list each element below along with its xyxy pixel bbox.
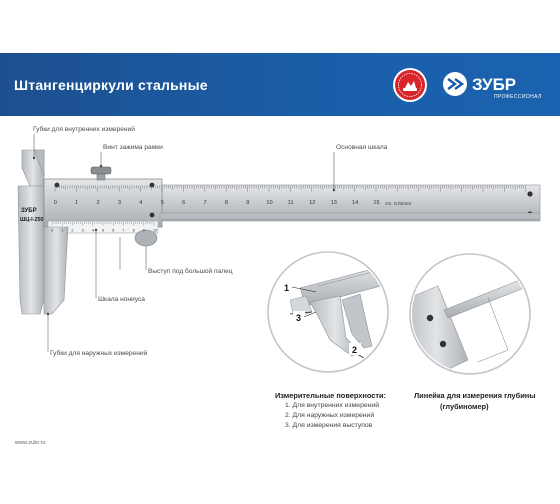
movable-jaw-outer [44,227,68,314]
vernier-frame [44,179,162,227]
main-scale-number: 15 [373,200,380,206]
vernier-number: 8 [132,228,135,233]
unit-label: cm [385,202,392,207]
page-title: Штангенциркули стальные [14,77,208,93]
frame-rivet [150,213,155,218]
main-scale-number: 1 [75,200,79,206]
main-scale-number: 6 [182,200,186,206]
vernier-number: 5 [102,228,105,233]
footer-url[interactable]: www.zubr.ru [15,440,46,446]
surfaces-item-3: 3. Для измерения выступов [285,422,373,429]
marker-2: 2 [352,345,358,355]
main-scale-number: 10 [266,200,273,206]
main-scale-number: 14 [352,200,359,206]
main-scale-number: 4 [139,200,143,206]
vernier-number: 3 [81,228,84,233]
main-scale-number: 7 [203,200,207,206]
label-outer-jaws: Губки для наружных измерений [50,350,148,357]
surfaces-caption-title: Измерительные поверхности: [275,391,387,400]
surfaces-item-1: 1. Для внутренних измерений [285,402,379,409]
label-inner-jaws: Губки для внутренних измерений [33,126,135,133]
detail-depth-gauge [404,254,530,378]
vernier-number: 9 [142,228,145,233]
detail-measuring-surfaces [268,252,396,372]
frame-rivet [150,183,155,188]
depth-caption-line2: (глубиномер) [440,402,489,411]
label-main-scale: Основная шкала [336,144,388,151]
vernier-number: 7 [122,228,125,233]
main-scale-number: 5 [160,200,164,206]
main-scale-number: 11 [287,200,294,206]
main-scale-number: 2 [96,200,100,206]
marker-3: 3 [296,313,302,323]
vernier-number: 4 [91,228,94,233]
main-scale-number: 3 [117,200,122,206]
caliper-brand: ЗУБР [21,208,37,214]
vernier-number: 0 [51,228,54,233]
label-vernier-scale: Шкала нониуса [98,296,145,303]
label-thumb-grip: Выступ под большой палец [148,268,233,275]
brand-tagline: ПРОФЕССИОНАЛ [494,94,542,100]
depth-caption-line1: Линейка для измерения глубины [414,391,536,400]
vernier-number: 10 [153,228,158,233]
caliper-model: ШЦ-I-250 [20,217,44,223]
main-scale-number: 12 [309,200,316,206]
depth-rod [160,213,540,219]
surfaces-item-2: 2. Для наружных измерений [285,412,375,419]
vernier-number: 2 [71,228,74,233]
label-frame-screw: Винт зажима рамки [103,144,163,151]
vernier-number: 1 [61,228,64,233]
main-scale-number: 0 [53,200,57,206]
brand-name: ЗУБР [472,75,517,94]
resolution-label: 0.02mm [394,202,412,207]
vernier-number: 6 [112,228,115,233]
fixed-jaw-outer [18,186,44,314]
beam-screw-top [527,191,532,196]
main-scale-number: 9 [246,200,250,206]
main-scale-number: 8 [224,200,229,206]
main-scale-number: 13 [330,200,337,206]
frame-screw-head [91,167,111,174]
marker-1: 1 [284,283,290,293]
